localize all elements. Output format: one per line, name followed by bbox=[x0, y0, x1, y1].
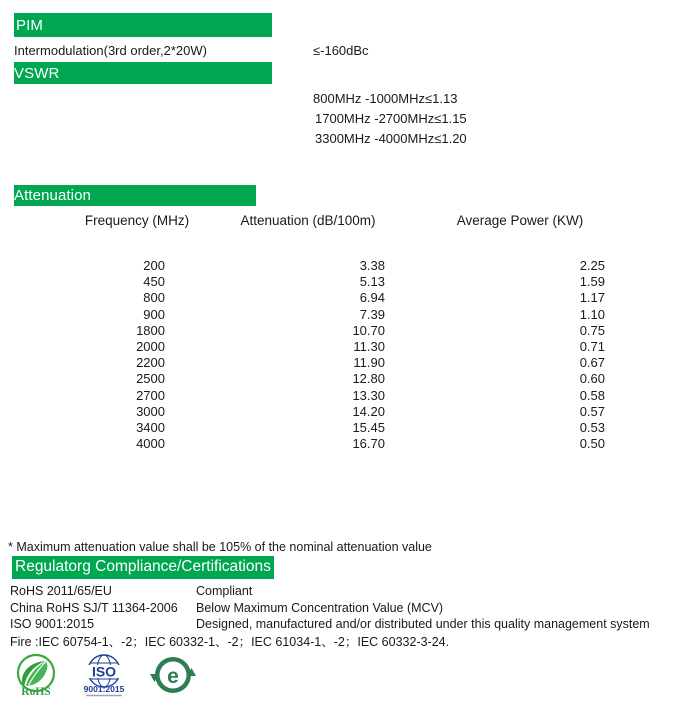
cell-attenuation: 6.94 bbox=[359, 290, 385, 306]
section-header-pim bbox=[14, 13, 272, 37]
table-row bbox=[0, 420, 690, 436]
vswr-value-list bbox=[313, 89, 467, 149]
cell-average-power: 0.67 bbox=[579, 355, 605, 371]
compliance-row bbox=[10, 600, 686, 617]
table-row bbox=[0, 371, 690, 387]
column-header-frequency: Frequency (MHz) bbox=[84, 213, 190, 228]
vswr-value-row: 800MHz -1000MHz≤1.13 bbox=[313, 91, 458, 106]
table-row bbox=[0, 388, 690, 404]
pim-intermodulation-value: ≤-160dBc bbox=[313, 43, 369, 58]
cell-average-power: 0.57 bbox=[579, 403, 605, 419]
table-row bbox=[0, 339, 690, 355]
table-row bbox=[0, 355, 690, 371]
china-rohs-logo bbox=[148, 652, 198, 698]
table-row bbox=[0, 290, 690, 306]
compliance-row bbox=[10, 616, 686, 633]
cell-frequency: 800 bbox=[143, 290, 165, 306]
cell-attenuation: 11.30 bbox=[353, 338, 385, 354]
table-row bbox=[0, 404, 690, 420]
cell-attenuation: 3.38 bbox=[359, 258, 385, 273]
cell-attenuation: 5.13 bbox=[359, 274, 385, 290]
certification-logos bbox=[12, 652, 198, 698]
cell-average-power: 1.59 bbox=[579, 274, 605, 290]
cell-frequency: 2000 bbox=[136, 338, 165, 354]
cell-frequency: 200 bbox=[143, 258, 165, 273]
iso-logo-text: ISO bbox=[91, 663, 117, 680]
section-title-pim: PIM bbox=[16, 16, 43, 34]
cell-frequency: 3400 bbox=[136, 419, 165, 435]
table-row bbox=[0, 323, 690, 339]
compliance-fire-standards: Fire :IEC 60754-1、-2；IEC 60332-1、-2；IEC 61034-1、-2；IEC 60332-3-24. bbox=[10, 635, 450, 649]
compliance-status-value: Compliant bbox=[196, 584, 253, 598]
vswr-value-row: 3300MHz -4000MHz≤1.20 bbox=[315, 131, 467, 146]
rohs-logo-text: RoHS bbox=[21, 686, 51, 698]
pim-intermodulation-label: Intermodulation(3rd order,2*20W) bbox=[14, 43, 207, 58]
table-row bbox=[0, 274, 690, 290]
column-header-average-power: Average Power (KW) bbox=[456, 213, 584, 228]
cell-frequency: 900 bbox=[143, 306, 165, 322]
compliance-status-value: Designed, manufactured and/or distributed under this quality management system bbox=[196, 617, 650, 631]
cell-attenuation: 16.70 bbox=[352, 436, 385, 452]
compliance-standard-label: China RoHS SJ/T 11364-2006 bbox=[10, 600, 178, 615]
table-row bbox=[0, 436, 690, 452]
cell-average-power: 0.50 bbox=[579, 436, 605, 452]
cell-average-power: 2.25 bbox=[579, 258, 605, 273]
compliance-status-value: Below Maximum Concentration Value (MCV) bbox=[196, 600, 444, 615]
cell-average-power: 0.58 bbox=[579, 387, 605, 403]
cell-attenuation: 10.70 bbox=[352, 322, 385, 338]
cell-average-power: 1.17 bbox=[579, 290, 605, 306]
cell-average-power: 0.71 bbox=[579, 338, 605, 354]
table-row bbox=[0, 307, 690, 323]
cell-frequency: 2200 bbox=[136, 355, 165, 371]
cell-frequency: 3000 bbox=[136, 403, 165, 419]
attenuation-table-body bbox=[0, 258, 690, 452]
section-header-attenuation bbox=[14, 185, 256, 206]
rohs-logo bbox=[12, 652, 60, 698]
section-header-vswr bbox=[14, 62, 272, 84]
cell-attenuation: 14.20 bbox=[352, 403, 385, 419]
compliance-standard-label: ISO 9001:2015 bbox=[10, 617, 95, 631]
iso-logo-subtext: 9001:2015 bbox=[83, 684, 125, 694]
section-header-regulatory-compliance: Regulatorg Compliance/Certifications bbox=[12, 556, 274, 579]
vswr-value-row: 1700MHz -2700MHz≤1.15 bbox=[315, 111, 467, 126]
column-header-attenuation: Attenuation (dB/100m) bbox=[240, 213, 376, 228]
cell-attenuation: 12.80 bbox=[352, 371, 385, 387]
cell-frequency: 450 bbox=[143, 274, 165, 290]
cell-attenuation: 13.30 bbox=[352, 387, 385, 403]
iso-logo bbox=[78, 652, 130, 698]
cell-average-power: 0.60 bbox=[579, 371, 605, 387]
cell-attenuation: 7.39 bbox=[359, 306, 385, 322]
compliance-row bbox=[10, 583, 686, 600]
section-title-vswr: VSWR bbox=[14, 64, 60, 82]
cell-average-power: 0.53 bbox=[579, 419, 605, 435]
compliance-rows bbox=[10, 583, 686, 633]
cell-attenuation: 15.45 bbox=[352, 419, 385, 435]
attenuation-footnote: * Maximum attenuation value shall be 105% of the nominal attenuation value bbox=[8, 540, 432, 554]
cell-frequency: 4000 bbox=[136, 436, 165, 452]
section-title-attenuation: Attenuation bbox=[14, 187, 91, 204]
cell-frequency: 2500 bbox=[136, 371, 165, 387]
cell-average-power: 0.75 bbox=[579, 322, 605, 338]
compliance-standard-label: RoHS 2011/65/EU bbox=[10, 584, 112, 598]
table-row bbox=[0, 258, 690, 274]
cell-average-power: 1.10 bbox=[579, 306, 605, 322]
cell-attenuation: 11.90 bbox=[353, 355, 385, 371]
china-rohs-logo-text: e bbox=[167, 665, 179, 688]
cell-frequency: 1800 bbox=[136, 322, 165, 338]
cell-frequency: 2700 bbox=[136, 387, 165, 403]
